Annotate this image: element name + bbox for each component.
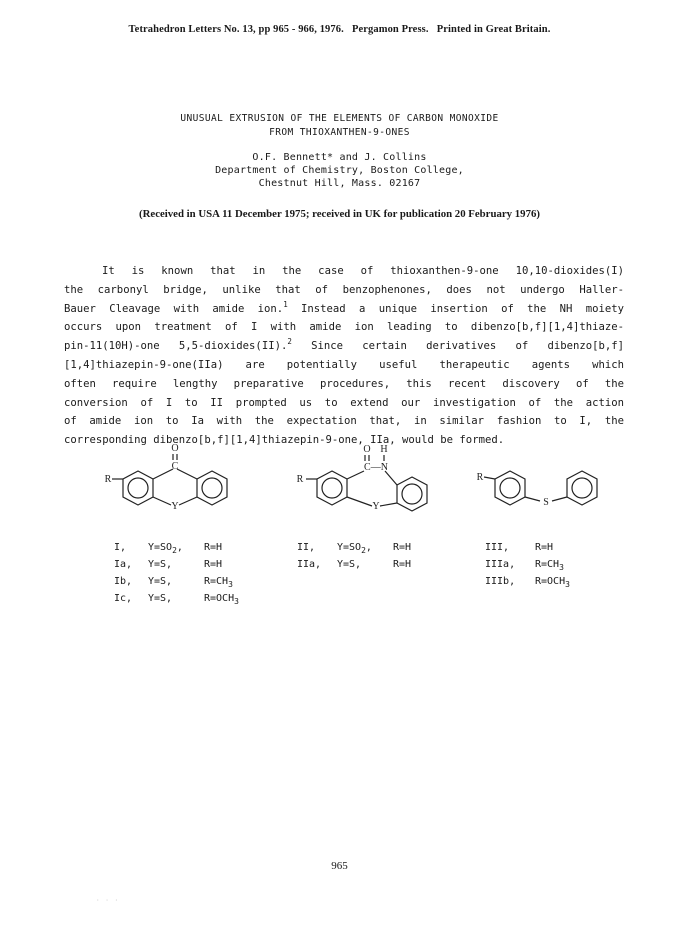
table-row [114,559,239,576]
r-substituent: $R=CH_3$ [535,559,564,572]
compound-id: I, [114,542,127,553]
amide-cn-label: C—N [364,462,388,473]
y-bridge-label: Y [171,501,179,512]
r-substituent: R=H [535,542,554,553]
y-substituent: Y=S, [337,559,362,570]
r-group-label: R [104,474,112,485]
carbonyl-carbon-label: C [171,461,179,472]
r-substituent: R=H [393,542,412,553]
article-title-line-2: FROM THIOXANTHEN-9-ONES [269,127,410,138]
aromatic-circle-left [500,478,520,498]
body-line: occurs upon treatment of I with amide ion leading to dibenzo[b,f][1,4]thiaze- [64,321,624,334]
body-paragraph [64,262,624,450]
body-line: It is known that in the case of thioxanthen-9-one 10,10-dioxides(I) [102,265,624,277]
r-substituent: R=H [204,542,223,553]
amide-hydrogen-label: H [380,444,388,455]
reference-2[interactable]: 2 [287,337,292,347]
y-substituent: $Y=SO_2$, [148,542,183,555]
body-line: Bauer Cleavage with amide ion.$^1$ Instead a unique insertion of the NH moiety [64,299,625,315]
r-substituent: $R=OCH_3$ [535,576,570,589]
affiliation-line-1: Department of Chemistry, Boston College, [215,165,464,176]
body-line: conversion of I to II prompted us to extend our investigation of the action [64,396,624,409]
aromatic-circle-right [402,484,422,504]
y-substituent: Y=S, [148,593,173,604]
journal-header: Tetrahedron Letters No. 13, pp 965 - 966, 1976. Pergamon Press. Printed in Great Britain. [128,24,551,35]
aromatic-circle-right [202,478,222,498]
table-row [485,542,570,559]
aromatic-circle-right [572,478,592,498]
article-title-line-1: UNUSUAL EXTRUSION OF THE ELEMENTS OF CARBON MONOXIDE [180,113,499,124]
table-row [485,559,570,576]
sulfur-label: S [543,497,549,508]
body-line: [1,4]thiazepin-9-one(IIa) are potentially useful therapeutic agents which [64,358,624,371]
authors: O.F. Bennett* and J. Collins [252,152,427,163]
reference-1[interactable]: 1 [283,299,288,309]
aromatic-circle-left [128,478,148,498]
compound-table-series-ii [297,542,411,576]
r-substituent: R=H [393,559,412,570]
compound-id: Ia, [114,559,133,570]
compound-id: IIIb, [485,576,516,587]
compound-id: Ic, [114,593,133,604]
diphenyl-sulfide-structure [470,443,620,513]
body-line: corresponding dibenzo[b,f][1,4]thiazepin-9-one, IIa, would be formed. [64,434,505,447]
dibenzothiazepinone-structure [290,443,450,513]
body-line: of amide ion to Ia with the expectation that, in similar fashion to I, the [64,415,624,428]
aromatic-circle-left [322,478,342,498]
r-substituent: $R=OCH_3$ [204,593,239,606]
table-row [297,542,411,559]
table-row [297,559,411,576]
carbonyl-oxygen-label: O [171,443,179,454]
y-substituent: $Y=SO_2$, [337,542,372,555]
table-row [485,576,570,593]
thioxanthenone-structure [100,443,250,513]
table-row [114,542,239,559]
compound-id: Ib, [114,576,133,587]
compound-id: III, [485,542,510,553]
page-number: 965 [331,860,348,872]
table-row [114,593,239,610]
r-substituent: $R=CH_3$ [204,576,233,589]
y-substituent: Y=S, [148,559,173,570]
compound-id: II, [297,542,316,553]
received-dates: (Received in USA 11 December 1975; received in UK for publication 20 February 1976) [139,208,540,220]
body-line: the carbonyl bridge, unlike that of benzophenones, does not undergo Haller- [64,283,624,296]
table-row [114,576,239,593]
scan-speckles: · · · [96,897,120,904]
r-group-label: R [296,474,304,485]
compound-table-series-iii [485,542,570,593]
compound-id: IIa, [297,559,322,570]
y-bridge-label: Y [372,501,380,512]
y-substituent: Y=S, [148,576,173,587]
compound-table-series-i [114,542,239,610]
affiliation-line-2: Chestnut Hill, Mass. 02167 [258,178,421,189]
body-line: often require lengthy preparative procedures, this recent discovery of the [64,377,624,390]
carbonyl-oxygen-label: O [363,444,371,455]
body-line: pin-11(10H)-one 5,5-dioxides(II).$^2$ Since certain derivatives of dibenzo[b,f] [64,337,624,353]
compound-id: IIIa, [485,559,516,570]
r-group-label: R [476,472,484,483]
r-substituent: R=H [204,559,223,570]
